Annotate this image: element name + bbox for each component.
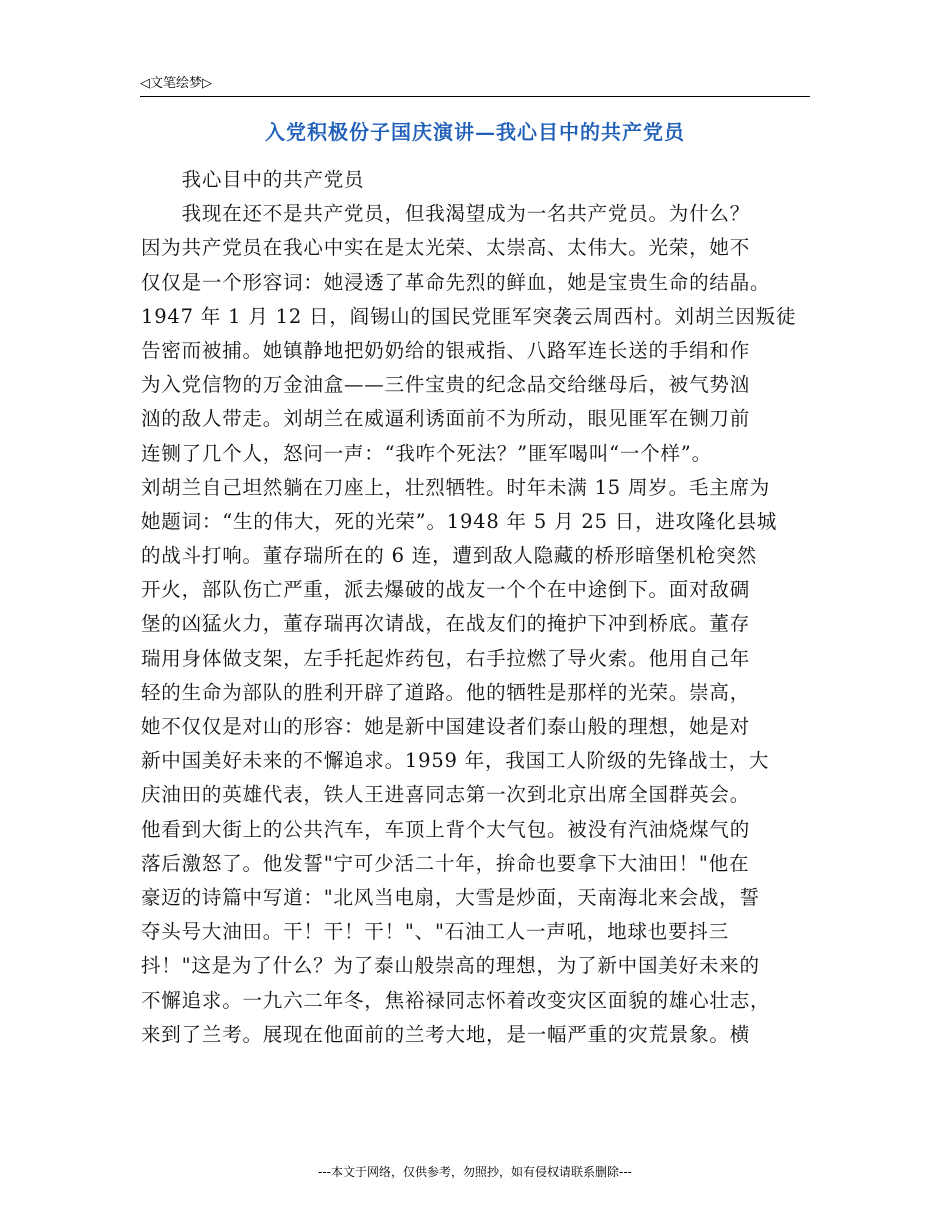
body-line: 我现在还不是共产党员，但我渴望成为一名共产党员。为什么？ (141, 202, 751, 226)
header-doc-mark: ◁文笔绘梦▷ (140, 76, 212, 91)
body-line: 1947 年 1 月 12 日，阎锡山的国民党匪军突袭云周西村。刘胡兰因叛徒 (141, 304, 797, 328)
document-body (141, 163, 810, 1052)
body-line: 夺头号大油田。干！干！干！"、"石油工人一声吼，地球也要抖三 (141, 920, 729, 944)
body-line: 她不仅仅是对山的形容：她是新中国建设者们泰山般的理想，她是对 (141, 715, 751, 738)
body-line: 开火，部队伤亡严重，派去爆破的战友一个个在中途倒下。面对敌碉 (141, 578, 751, 602)
body-line: 轻的生命为部队的胜利开辟了道路。他的牺牲是那样的光荣。崇高， (141, 680, 751, 704)
footer-notice: ---本文于网络，仅供参考，勿照抄，如有侵权请联系删除--- (318, 1165, 632, 1179)
body-line: 因为共产党员在我心中实在是太光荣、太崇高、太伟大。光荣，她不 (141, 236, 751, 260)
body-line: 豪迈的诗篇中写道："北风当电扇，大雪是炒面，天南海北来会战，誓 (141, 885, 760, 909)
body-line: 汹的敌人带走。刘胡兰在威逼利诱面前不为所动，眼见匪军在铡刀前 (141, 407, 751, 431)
body-line: 堡的凶猛火力，董存瑞再次请战，在战友们的掩护下冲到桥底。董存 (141, 612, 751, 636)
body-line: 他看到大街上的公共汽车，车顶上背个大气包。被没有汽油烧煤气的 (141, 817, 751, 841)
body-line: 刘胡兰自己坦然躺在刀座上，壮烈牺牲。时年未满 15 周岁。毛主席为 (141, 475, 771, 499)
body-line: 来到了兰考。展现在他面前的兰考大地，是一幅严重的灾荒景象。横 (141, 1022, 751, 1046)
document-title: 入党积极份子国庆演讲—我心目中的共产党员 (265, 120, 685, 144)
body-line: 不懈追求。一九六二年冬，焦裕禄同志怀着改变灾区面貌的雄心壮志， (141, 988, 771, 1012)
body-line: 新中国美好未来的不懈追求。1959 年，我国工人阶级的先锋战士，大 (141, 749, 770, 773)
page-header (140, 70, 810, 97)
body-line: 告密而被捕。她镇静地把奶奶给的银戒指、八路军连长送的手绢和作 (141, 338, 751, 362)
body-line: 为入党信物的万金油盒——三件宝贵的纪念品交给继母后，被气势汹 (141, 373, 751, 397)
body-line: 庆油田的英雄代表，铁人王进喜同志第一次到北京出席全国群英会。 (141, 783, 751, 807)
body-line: 抖！"这是为了什么？为了泰山般崇高的理想，为了新中国美好未来的 (141, 954, 760, 978)
body-line: 的战斗打响。董存瑞所在的 6 连，遭到敌人隐藏的桥形暗堡机枪突然 (141, 544, 757, 568)
body-line: 连铡了几个人，怒问一声：“我咋个死法？”匪军喝叫“一个样”。 (141, 441, 712, 465)
body-line: 我心目中的共产党员 (141, 168, 365, 191)
body-line: 瑞用身体做支架，左手托起炸药包，右手拉燃了导火索。他用自己年 (141, 646, 751, 670)
body-line: 仅仅是一个形容词：她浸透了革命先烈的鲜血，她是宝贵生命的结晶。 (141, 270, 771, 294)
body-line: 落后激怒了。他发誓"宁可少活二十年，拚命也要拿下大油田！"他在 (141, 851, 750, 875)
body-line: 她题词：“生的伟大，死的光荣”。1948 年 5 月 25 日，进攻隆化县城 (141, 509, 778, 533)
